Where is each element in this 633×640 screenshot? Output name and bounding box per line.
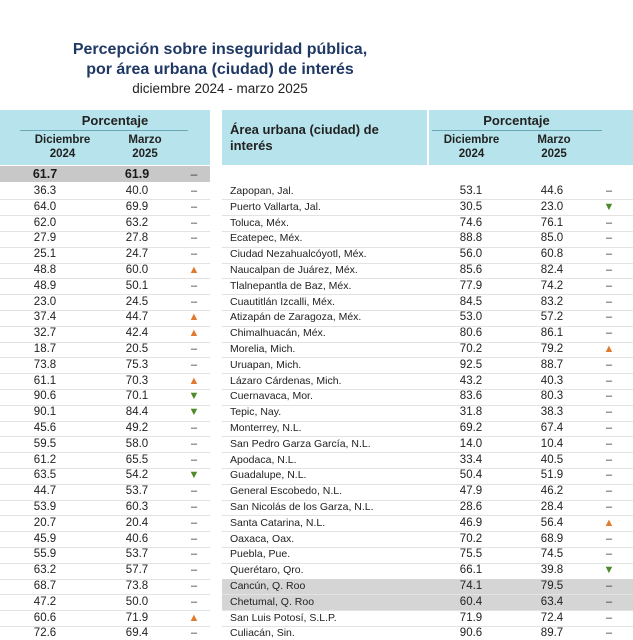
left-dic-value: 48.8	[33, 264, 57, 276]
right-mar-value: 10.4	[540, 437, 564, 450]
right-mar-value: 28.4	[540, 501, 564, 513]
right-mar-value: 83.2	[540, 295, 564, 308]
left-dic-value: 44.7	[33, 485, 57, 498]
left-dic-value: 23.0	[33, 295, 57, 308]
left-mar-value: 24.5	[125, 295, 149, 308]
city-name: Oaxaca, Oax.	[230, 532, 295, 545]
right-mar-value: 63.4	[540, 595, 564, 608]
right-mar-value: 88.7	[540, 358, 564, 371]
left-mar-value: 57.7	[125, 564, 149, 577]
right-header-mar-year: 2025	[541, 148, 567, 160]
trend-up-icon	[187, 326, 201, 341]
right-mar-value: 51.9	[540, 469, 564, 482]
trend-same-icon	[602, 532, 616, 547]
trend-down-icon	[187, 389, 201, 404]
trend-up-icon	[187, 310, 201, 325]
title-line-1: Percepción sobre inseguridad pública,	[72, 41, 368, 58]
city-name: Cuernavaca, Mor.	[230, 390, 313, 403]
city-name: Chimalhuacán, Méx.	[230, 327, 326, 340]
right-mar-value: 79.5	[540, 580, 564, 592]
right-dic-value: 30.5	[459, 200, 483, 213]
trend-same-icon	[602, 453, 616, 468]
city-name: Toluca, Méx.	[230, 216, 289, 229]
left-dic-value: 63.5	[33, 469, 57, 482]
right-dic-value: 56.0	[459, 248, 483, 261]
city-name: Apodaca, N.L.	[230, 453, 297, 466]
trend-same-icon	[187, 626, 201, 640]
left-mar-value: 53.7	[125, 548, 149, 561]
right-mar-value: 89.7	[540, 627, 564, 640]
national-mar-value: 61.9	[124, 167, 150, 181]
trend-up-icon	[187, 611, 201, 626]
trend-same-icon	[602, 279, 616, 294]
left-mar-value: 27.8	[125, 232, 149, 245]
right-mar-value: 39.8	[540, 564, 564, 577]
left-mar-value: 54.2	[125, 469, 149, 482]
city-name: Tepic, Nay.	[230, 406, 282, 419]
left-mar-value: 50.1	[125, 279, 149, 292]
left-dic-value: 47.2	[33, 595, 57, 608]
trend-same-icon	[187, 184, 201, 199]
trend-same-icon	[602, 310, 616, 325]
trend-same-icon	[187, 547, 201, 562]
city-name: Querétaro, Qro.	[230, 564, 304, 577]
city-name: Guadalupe, N.L.	[230, 469, 307, 482]
left-dic-value: 68.7	[33, 580, 57, 592]
trend-same-icon	[602, 216, 616, 231]
trend-same-icon	[602, 389, 616, 404]
trend-same-icon	[187, 200, 201, 215]
city-name: Morelia, Mich.	[230, 343, 296, 355]
right-dic-value: 85.6	[459, 264, 483, 276]
city-name: General Escobedo, N.L.	[230, 485, 343, 498]
title-line-2: por área urbana (ciudad) de interés	[86, 61, 354, 78]
left-mar-value: 40.6	[125, 532, 149, 545]
right-dic-value: 43.2	[459, 374, 483, 387]
trend-up-icon	[187, 374, 201, 389]
right-dic-value: 80.6	[459, 327, 483, 340]
trend-down-icon	[187, 468, 201, 483]
city-name: Monterrey, N.L.	[230, 422, 302, 434]
trend-same-icon	[187, 295, 201, 310]
left-mar-value: 20.4	[125, 516, 149, 529]
right-dic-value: 74.6	[459, 216, 483, 229]
trend-same-icon	[187, 247, 201, 262]
trend-up-icon	[602, 516, 616, 531]
right-mar-value: 67.4	[540, 422, 564, 434]
left-mar-value: 63.2	[125, 216, 149, 229]
trend-same-icon	[187, 421, 201, 436]
left-mar-value: 71.9	[125, 611, 149, 624]
right-dic-value: 90.6	[459, 627, 483, 640]
right-mar-value: 44.6	[540, 185, 564, 197]
right-mar-value: 38.3	[540, 406, 564, 419]
right-dic-value: 28.6	[459, 501, 483, 513]
left-header-diciembre	[20, 133, 105, 161]
period-subtitle: diciembre 2024 - marzo 2025	[132, 81, 308, 96]
right-dic-value: 31.8	[459, 406, 483, 419]
right-mar-value: 74.5	[540, 548, 564, 561]
city-name: San Pedro Garza García, N.L.	[230, 437, 371, 450]
right-mar-value: 82.4	[540, 264, 564, 276]
right-dic-value: 71.9	[459, 611, 483, 624]
trend-same-icon	[187, 579, 201, 594]
right-header-area-line2: interés	[230, 138, 273, 153]
trend-same-icon	[602, 611, 616, 626]
right-dic-value: 60.4	[459, 595, 483, 608]
right-dic-value: 14.0	[459, 437, 483, 450]
right-mar-value: 86.1	[540, 327, 564, 340]
trend-same-icon	[602, 468, 616, 483]
right-mar-value: 85.0	[540, 232, 564, 245]
trend-same-icon	[187, 484, 201, 499]
trend-same-icon	[187, 279, 201, 294]
trend-same-icon	[602, 231, 616, 246]
right-header-diciembre	[429, 133, 514, 161]
city-name: Puebla, Pue.	[230, 548, 291, 561]
city-name: Chetumal, Q. Roo	[230, 595, 315, 608]
left-dic-value: 37.4	[33, 311, 57, 324]
report-title-block	[0, 40, 440, 97]
left-mar-value: 84.4	[125, 406, 149, 419]
right-dic-value: 84.5	[459, 295, 483, 308]
trend-same-icon	[602, 358, 616, 373]
trend-same-icon	[602, 484, 616, 499]
right-dic-value: 75.5	[459, 548, 483, 561]
left-mar-value: 70.1	[125, 390, 149, 403]
trend-down-icon	[187, 405, 201, 420]
right-mar-value: 72.4	[540, 611, 564, 624]
left-header-porcentaje: Porcentaje	[81, 113, 149, 128]
trend-same-icon	[602, 263, 616, 278]
left-mar-value: 75.3	[125, 358, 149, 371]
city-name: Ecatepec, Méx.	[230, 232, 303, 245]
left-mar-value: 20.5	[125, 343, 149, 355]
city-name: Puerto Vallarta, Jal.	[230, 200, 321, 213]
left-dic-value: 64.0	[33, 200, 57, 213]
left-dic-value: 61.2	[33, 453, 57, 466]
trend-same-icon	[602, 326, 616, 341]
right-mar-value: 80.3	[540, 390, 564, 403]
right-dic-value: 83.6	[459, 390, 483, 403]
left-dic-value: 18.7	[33, 343, 57, 355]
left-mar-value: 58.0	[125, 437, 149, 450]
left-dic-value: 53.9	[33, 501, 57, 513]
trend-same-icon	[602, 579, 616, 594]
trend-same-icon	[602, 421, 616, 436]
trend-same-icon	[187, 342, 201, 357]
left-mar-value: 65.5	[125, 453, 149, 466]
right-header-dic-label: Diciembre	[443, 134, 500, 146]
trend-same-icon	[602, 295, 616, 310]
left-mar-value: 60.0	[125, 264, 149, 276]
city-name: Cancún, Q. Roo	[230, 580, 306, 592]
city-name: Naucalpan de Juárez, Méx.	[230, 264, 358, 276]
left-dic-value: 25.1	[33, 248, 57, 261]
trend-same-icon	[602, 547, 616, 562]
left-dic-value: 61.1	[33, 374, 57, 387]
city-name: Santa Catarina, N.L.	[230, 516, 326, 529]
right-mar-value: 74.2	[540, 279, 564, 292]
right-mar-value: 56.4	[540, 516, 564, 529]
left-mar-value: 60.3	[125, 501, 149, 513]
left-mar-value: 40.0	[125, 185, 149, 197]
right-dic-value: 53.0	[459, 311, 483, 324]
left-mar-value: 69.9	[125, 200, 149, 213]
city-name: Lázaro Cárdenas, Mich.	[230, 374, 342, 387]
trend-same-icon	[602, 374, 616, 389]
right-dic-value: 74.1	[459, 580, 483, 592]
left-dic-value: 45.9	[33, 532, 57, 545]
trend-same-icon	[602, 595, 616, 610]
right-dic-value: 69.2	[459, 422, 483, 434]
trend-same-icon	[602, 405, 616, 420]
right-dic-value: 66.1	[459, 564, 483, 577]
trend-same-icon	[187, 595, 201, 610]
trend-same-icon	[187, 516, 201, 531]
city-name: Cuautitlán Izcalli, Méx.	[230, 295, 336, 308]
left-mar-value: 50.0	[125, 595, 149, 608]
left-dic-value: 48.9	[33, 279, 57, 292]
city-name: Uruapan, Mich.	[230, 358, 302, 371]
left-mar-value: 24.7	[125, 248, 149, 261]
right-mar-value: 79.2	[540, 343, 564, 355]
left-mar-value: 42.4	[125, 327, 149, 340]
right-mar-value: 40.5	[540, 453, 564, 466]
left-mar-value: 44.7	[125, 311, 149, 324]
left-dic-value: 55.9	[33, 548, 57, 561]
city-name: Zapopan, Jal.	[230, 185, 294, 197]
right-header-area-line1: Área urbana (ciudad) de	[230, 122, 379, 137]
right-mar-value: 23.0	[540, 200, 564, 213]
trend-down-icon	[602, 563, 616, 578]
trend-up-icon	[602, 342, 616, 357]
left-header-mar-year: 2025	[132, 148, 158, 160]
right-dic-value: 88.8	[459, 232, 483, 245]
right-dic-value: 50.4	[459, 469, 483, 482]
right-mar-value: 46.2	[540, 485, 564, 498]
national-dic-value: 61.7	[32, 167, 58, 181]
city-name: Atizapán de Zaragoza, Méx.	[230, 311, 362, 324]
trend-same-icon	[602, 437, 616, 452]
left-header-dic-label: Diciembre	[34, 134, 91, 146]
trend-same-icon	[602, 184, 616, 199]
city-name: San Luis Potosí, S.L.P.	[230, 611, 337, 624]
left-header-rule	[20, 130, 188, 131]
right-mar-value: 57.2	[540, 311, 564, 324]
trend-same-icon	[187, 532, 201, 547]
trend-same-icon	[602, 626, 616, 640]
left-mar-value: 53.7	[125, 485, 149, 498]
left-dic-value: 62.0	[33, 216, 57, 229]
city-name: Culiacán, Sin.	[230, 627, 295, 640]
right-dic-value: 47.9	[459, 485, 483, 498]
left-mar-value: 70.3	[125, 374, 149, 387]
left-mar-value: 73.8	[125, 580, 149, 592]
right-mar-value: 76.1	[540, 216, 564, 229]
left-dic-value: 27.9	[33, 232, 57, 245]
trend-same-icon	[187, 437, 201, 452]
city-name: Ciudad Nezahualcóyotl, Méx.	[230, 248, 367, 261]
national-trend-indicator: –	[190, 167, 198, 181]
trend-up-icon	[187, 263, 201, 278]
trend-same-icon	[187, 358, 201, 373]
left-dic-value: 90.6	[33, 390, 57, 403]
left-dic-value: 73.8	[33, 358, 57, 371]
left-header-dic-year: 2024	[49, 148, 76, 160]
left-dic-value: 36.3	[33, 185, 57, 197]
left-dic-value: 20.7	[33, 516, 57, 529]
left-mar-value: 49.2	[125, 422, 149, 434]
left-dic-value: 59.5	[33, 437, 57, 450]
right-mar-value: 60.8	[540, 248, 564, 261]
right-dic-value: 70.2	[459, 532, 483, 545]
trend-same-icon	[187, 500, 201, 515]
city-name: Tlalnepantla de Baz, Méx.	[230, 279, 352, 292]
trend-same-icon	[187, 563, 201, 578]
left-dic-value: 60.6	[33, 611, 57, 624]
trend-same-icon	[187, 453, 201, 468]
right-dic-value: 70.2	[459, 343, 483, 355]
trend-same-icon	[602, 247, 616, 262]
right-mar-value: 40.3	[540, 374, 564, 387]
trend-same-icon	[602, 500, 616, 515]
right-dic-value: 33.4	[459, 453, 483, 466]
left-dic-value: 63.2	[33, 564, 57, 577]
right-dic-value: 53.1	[459, 185, 483, 197]
left-header-marzo	[105, 133, 185, 161]
right-header-porcentaje: Porcentaje	[483, 113, 550, 128]
city-name: San Nicolás de los Garza, N.L.	[230, 501, 374, 513]
left-mar-value: 69.4	[125, 627, 149, 640]
trend-same-icon	[187, 216, 201, 231]
left-dic-value: 72.6	[33, 627, 57, 640]
right-dic-value: 46.9	[459, 516, 483, 529]
trend-down-icon	[602, 200, 616, 215]
right-dic-value: 77.9	[459, 279, 483, 292]
right-header-marzo	[514, 133, 594, 161]
trend-same-icon	[187, 231, 201, 246]
right-header-rule	[432, 130, 602, 131]
right-dic-value: 92.5	[459, 358, 483, 371]
left-dic-value: 32.7	[33, 327, 57, 340]
left-dic-value: 45.6	[33, 422, 57, 434]
right-header-area	[230, 122, 420, 154]
right-header-dic-year: 2024	[458, 148, 485, 160]
right-mar-value: 68.9	[540, 532, 564, 545]
right-header-mar-label: Marzo	[537, 134, 571, 146]
left-dic-value: 90.1	[33, 406, 57, 419]
left-header-mar-label: Marzo	[128, 134, 162, 146]
